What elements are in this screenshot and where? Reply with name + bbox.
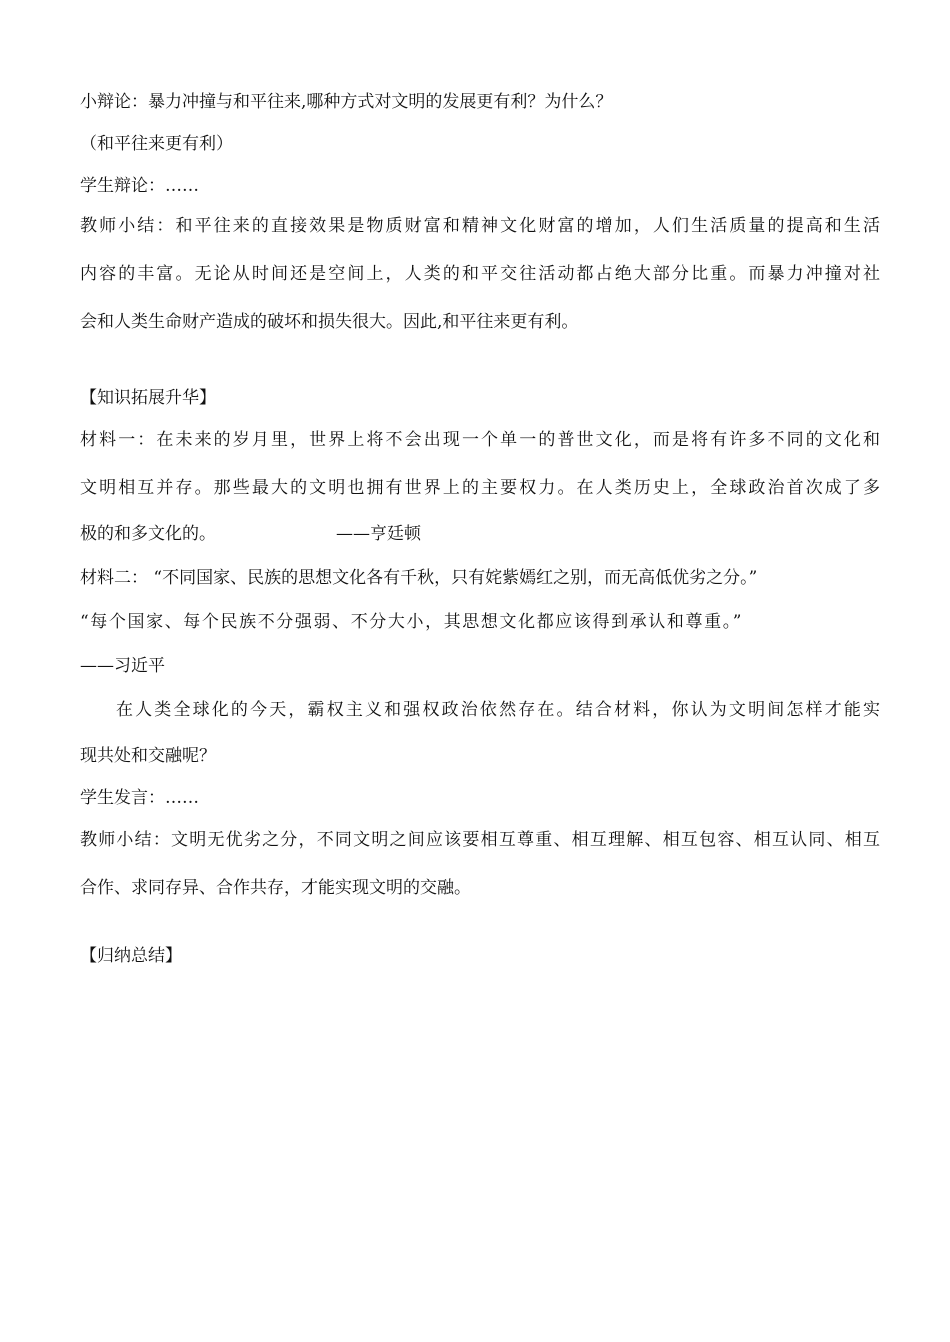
teacher-summary-line-1: 教师小结：和平往来的直接效果是物质财富和精神文化财富的增加，人们生活质量的提高和生活 xyxy=(80,216,880,236)
question-line-1: 在人类全球化的今天，霸权主义和强权政治依然存在。结合材料，你认为文明间怎样才能实 xyxy=(116,700,880,720)
teacher-summary2-line-2: 合作、求同存异、合作共存，才能实现文明的交融。 xyxy=(80,878,471,898)
material1-author: ——亨廷顿 xyxy=(336,524,421,544)
teacher-summary2-line-1: 教师小结：文明无优劣之分，不同文明之间应该要相互尊重、相互理解、相互包容、相互认同、相互 xyxy=(80,830,880,850)
summary-heading: 【归纳总结】 xyxy=(80,946,182,966)
material1-line-1: 材料一：在未来的岁月里，世界上将不会出现一个单一的普世文化，而是将有许多不同的文化和 xyxy=(80,430,880,450)
student-debate: 学生辩论：…… xyxy=(80,176,199,196)
material1-line-3: 极的和多文化的。 xyxy=(80,524,216,544)
question-line-2: 现共处和交融呢？ xyxy=(80,746,216,766)
debate-answer: （和平往来更有利） xyxy=(80,134,233,154)
material2-line-1: 材料二： “不同国家、民族的思想文化各有千秋，只有姹紫嫣红之别，而无高低优劣之分。” xyxy=(80,568,758,588)
teacher-summary-line-2: 内容的丰富。无论从时间还是空间上，人类的和平交往活动都占绝大部分比重。而暴力冲撞对社 xyxy=(80,264,880,284)
student-speech: 学生发言：…… xyxy=(80,788,199,808)
teacher-summary-line-3: 会和人类生命财产造成的破坏和损失很大。因此,和平往来更有利。 xyxy=(80,312,579,332)
material1-line-2: 文明相互并存。那些最大的文明也拥有世界上的主要权力。在人类历史上，全球政治首次成了多 xyxy=(80,478,880,498)
material2-author: ——习近平 xyxy=(80,656,165,676)
extension-heading: 【知识拓展升华】 xyxy=(80,388,216,408)
debate-question: 小辩论：暴力冲撞与和平往来,哪种方式对文明的发展更有利？为什么？ xyxy=(80,92,613,112)
material2-line-2: “每个国家、每个民族不分强弱、不分大小，其思想文化都应该得到承认和尊重。” xyxy=(80,612,744,632)
